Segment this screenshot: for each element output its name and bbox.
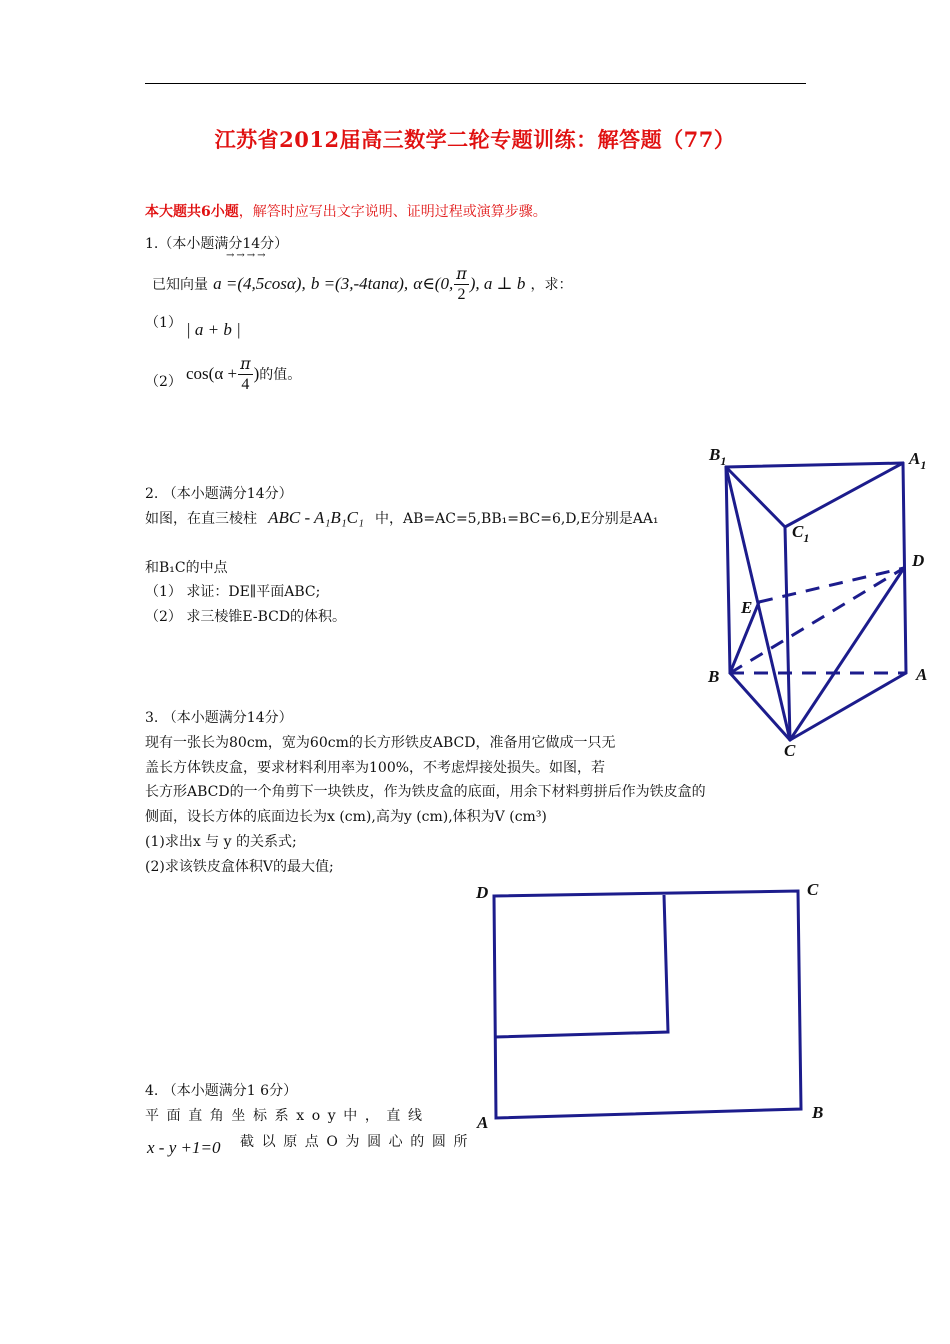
q1-part2-suffix: 的值。 [259,367,302,383]
q4-header: 4. （本小题满分1 6分） [145,1083,298,1099]
vector-arrows: →→→→ [226,250,268,261]
header-rule [145,83,806,84]
label-a1: $A_1$ [909,449,927,472]
label-d: D [912,551,925,570]
q3-line: 侧面，设长方体的底面边长为x (cm),高为y (cm),体积为V (cm³) [145,809,547,825]
intro-bold: 本大题共6小题 [145,204,239,220]
q1-part1-label: （1） [145,315,182,331]
label-a: A [477,1113,489,1132]
q1-part1-expr: | a + b | [186,320,241,339]
intro-instructions [145,201,547,221]
label-b1: $B_1$ [709,445,727,468]
q1-stem-suffix: ，求： [530,277,573,293]
label-c: C [807,880,819,899]
q1-part2-cos: cos(α + [186,364,238,383]
q1-stem [152,264,572,305]
edge-b1c1 [726,467,785,527]
label-a: A [916,665,928,684]
q1-vector-b: b =(3,-4tanα), [310,274,409,293]
cut-corner [495,895,668,1037]
q2-stem-line2: 和B₁C的中点 [145,560,228,576]
label-b: B [812,1103,824,1122]
label-b: B [708,667,720,686]
q2-stem-suffix: 中，AB=AC=5,BB₁=BC=6,D,E分别是AA₁ [375,511,659,527]
q1-header: 1.（本小题满分14分） [145,236,289,252]
q1-part2 [186,356,301,393]
edge-ca [790,673,906,740]
sheet-abcd [494,891,801,1118]
q1-alpha-interval: α∈(0, [413,274,454,293]
dashed-bd [730,568,904,673]
q2-stem [145,508,659,528]
q1-stem-prefix: 已知向量 [152,277,208,293]
q1-part2-label: （2） [145,374,182,390]
q4-line2: 截以原点O为圆心的圆所 [240,1134,476,1150]
edge-b1b [726,467,730,673]
edge-b1a1 [726,463,903,467]
q4-equation: x - y +1=0 [147,1138,221,1157]
label-d: D [476,883,489,902]
q2-header: 2. （本小题满分14分） [145,486,293,502]
prism-figure [690,440,940,770]
label-c: C [784,741,796,760]
edge-c1c [785,527,790,740]
q1-perpendicular: ), a ⊥ b [469,274,526,293]
q1-pi-over-2: $\frac{\pi}{2}$ [456,264,467,303]
rectangle-figure [470,875,835,1135]
q3-header: 3. （本小题满分14分） [145,710,293,726]
edge-c1a1 [785,463,903,527]
q3-line: 现有一张长为80cm，宽为60cm的长方形铁皮ABCD，准备用它做成一只无 [145,735,616,751]
q3-line: 长方形ABCD的一个角剪下一块铁皮，作为铁皮盒的底面，用余下材料剪拼后作为铁皮盒的 [145,784,706,800]
q2-stem-prefix: 如图，在直三棱柱 [145,511,257,527]
q2-part1: （1） 求证：DE∥平面ABC; [145,584,321,600]
page-title: 江苏省2012届高三数学二轮专题训练：解答题（77） [214,127,736,152]
label-e: E [741,598,753,617]
q2-part2: （2） 求三棱锥E-BCD的体积。 [145,609,347,625]
label-c1: $C_1$ [792,522,810,545]
edge-cd [790,568,904,740]
q2-prism: ABC - A₁B₁C₁ [268,508,364,527]
q3-part1: (1)求出x 与 y 的关系式; [145,834,297,850]
q3-part2: (2)求该铁皮盒体积V的最大值; [145,859,334,875]
q1-vector-a: a =(4,5cosα), [213,274,306,293]
q3-line: 盖长方体铁皮盒，要求材料利用率为100%，不考虑焊接处损失。如图，若 [145,760,606,776]
dashed-ed [759,568,904,602]
q1-pi-over-4: $\frac{\pi}{4}$ [240,354,251,393]
q1-part2-close: ) [253,364,260,383]
q4-line1: 平面直角坐标系xoy中，直线 [145,1108,430,1124]
intro-rest: ，解答时应写出文字说明、证明过程或演算步骤。 [238,204,547,220]
